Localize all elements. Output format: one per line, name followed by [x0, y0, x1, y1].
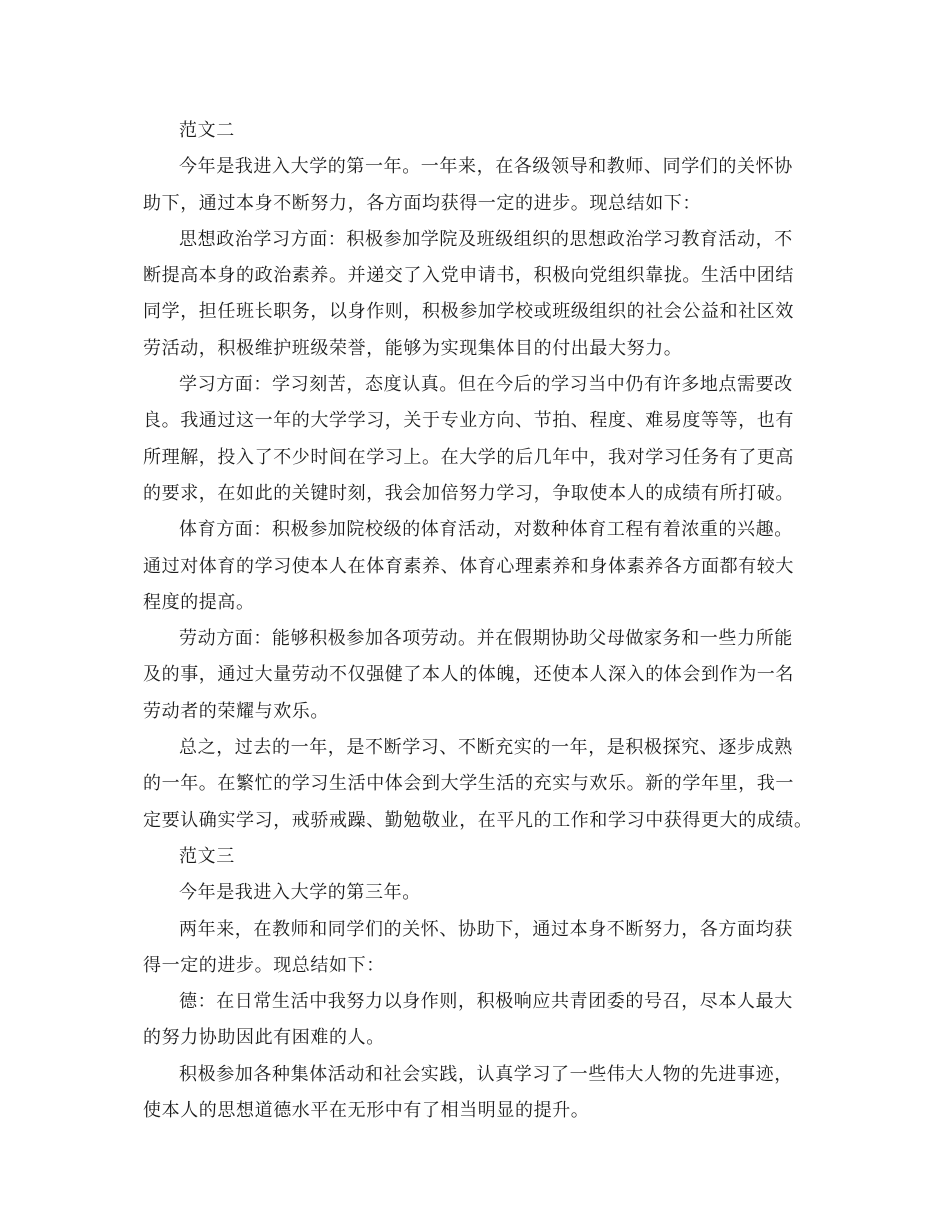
text-line: 的一年。在繁忙的学习生活中体会到大学生活的充实与欢乐。新的学年里，我一	[143, 773, 794, 795]
text-line: 的努力协助因此有困难的人。	[143, 1027, 385, 1049]
paragraph-activities	[143, 1057, 808, 1130]
text-line: 定要认确实学习，戒骄戒躁、勤勉敬业，在平凡的工作和学习中获得更大的成绩。	[143, 809, 813, 831]
paragraph-summary-2	[143, 730, 813, 839]
text-line: 体育方面：积极参加院校级的体育活动，对数种体育工程有着浓重的兴趣。	[179, 519, 793, 541]
text-line: 德：在日常生活中我努力以身作则，积极响应共青团委的号召，尽本人最大	[179, 991, 793, 1013]
text-line: 总之，过去的一年，是不断学习、不断充实的一年，是积极探究、逐步成熟	[179, 737, 793, 759]
text-line: 积极参加各种集体活动和社会实践，认真学习了一些伟大人物的先进事迹，	[179, 1063, 793, 1085]
text-line: 通过对体育的学习使本人在体育素养、体育心理素养和身体素养各方面都有较大	[143, 555, 794, 577]
text-line: 及的事，通过大量劳动不仅强健了本人的体魄，还使本人深入的体会到作为一名	[143, 664, 794, 686]
text-line: 助下，通过本身不断努力，各方面均获得一定的进步。现总结如下：	[143, 192, 701, 214]
text-line: 断提高本身的政治素养。并递交了入党申请书，积极向党组织靠拢。生活中团结	[143, 265, 794, 287]
text-line: 两年来，在教师和同学们的关怀、协助下，通过本身不断努力，各方面均获	[179, 918, 793, 940]
text-line: 范文二	[179, 120, 235, 141]
text-line: 劳动方面：能够积极参加各项劳动。并在假期协助父母做家务和一些力所能	[179, 628, 793, 650]
paragraph-morality	[143, 984, 808, 1057]
section-heading-fanwen-3	[143, 839, 808, 875]
text-line: 范文三	[179, 845, 235, 867]
text-line: 同学，担任班长职务，以身作则，积极参加学校或班级组织的社会公益和社区效	[143, 301, 794, 323]
paragraph-sports	[143, 512, 808, 621]
text-line: 所理解，投入了不少时间在学习上。在大学的后几年中，我对学习任务有了更高	[143, 446, 794, 468]
text-line: 劳活动，积极维护班级荣誉，能够为实现集体目的付出最大努力。	[143, 337, 683, 359]
text-line: 今年是我进入大学的第一年。一年来，在各级领导和教师、同学们的关怀协	[179, 156, 793, 178]
text-line: 得一定的进步。现总结如下：	[143, 954, 385, 976]
text-line: 思想政治学习方面：积极参加学院及班级组织的思想政治学习教育活动，不	[179, 228, 793, 250]
text-line: 的要求，在如此的关键时刻，我会加倍努力学习，争取使本人的成绩有所打破。	[143, 482, 794, 504]
section-heading-fanwen-2	[143, 113, 808, 149]
paragraph-intro-3	[143, 875, 808, 911]
paragraph-study	[143, 367, 808, 512]
text-line: 劳动者的荣耀与欢乐。	[143, 700, 329, 722]
text-line: 良。我通过这一年的大学学习，关于专业方向、节拍、程度、难易度等等，也有	[143, 410, 794, 432]
paragraph-two-years	[143, 912, 808, 985]
text-line: 使本人的思想道德水平在无形中有了相当明显的提升。	[143, 1100, 590, 1122]
paragraph-intro-2	[143, 149, 808, 222]
paragraph-labor	[143, 621, 808, 730]
text-line: 学习方面：学习刻苦，态度认真。但在今后的学习当中仍有许多地点需要改	[179, 374, 793, 396]
document-body	[143, 113, 813, 1129]
paragraph-politics	[143, 222, 808, 367]
text-line: 程度的提高。	[143, 591, 255, 613]
text-line: 今年是我进入大学的第三年。	[179, 882, 421, 904]
